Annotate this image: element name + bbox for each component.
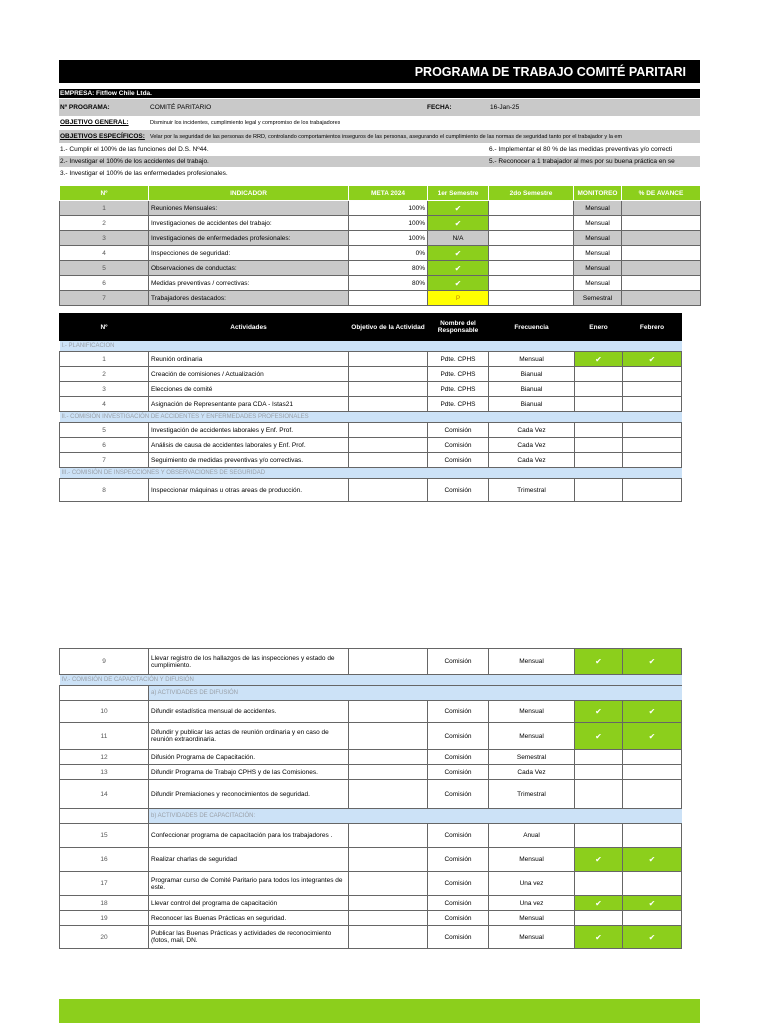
ind-mon: Mensual bbox=[574, 216, 622, 231]
especificos-row bbox=[59, 130, 700, 143]
act-resp: Comisión bbox=[428, 723, 489, 750]
section-planificacion bbox=[60, 341, 682, 352]
act-objetivo bbox=[349, 723, 428, 750]
act-freq: Mensual bbox=[489, 701, 575, 723]
act-name: Seguimiento de medidas preventivas y/o correctivas. bbox=[149, 453, 349, 468]
ind-s2 bbox=[489, 291, 574, 306]
act-enero bbox=[575, 479, 623, 502]
ind-s1: ✔ bbox=[428, 276, 489, 291]
footer-bar bbox=[59, 999, 700, 1023]
act-resp: Comisión bbox=[428, 701, 489, 723]
especificos-label: OBJETIVOS ESPECÍFICOS: bbox=[60, 133, 145, 140]
act-objetivo bbox=[349, 438, 428, 453]
ind-name: Investigaciones de enfermedades profesionales: bbox=[149, 231, 349, 246]
goal-row-1 bbox=[59, 144, 700, 155]
act-objetivo bbox=[349, 423, 428, 438]
programa-row bbox=[59, 99, 700, 116]
ind-name: Investigaciones de accidentes del trabajo: bbox=[149, 216, 349, 231]
act-febrero bbox=[623, 453, 682, 468]
programa-value: COMITÉ PARITARIO bbox=[150, 104, 212, 111]
act-febrero bbox=[623, 750, 682, 765]
act-n: 7 bbox=[60, 453, 149, 468]
subsection-label: b) ACTIVIDADES DE CAPACITACIÓN: bbox=[149, 809, 682, 824]
goal-5: 5.- Reconocer a 1 trabajador al mes por su buena práctica en se bbox=[489, 158, 675, 165]
act-enero bbox=[575, 438, 623, 453]
act-resp: Comisión bbox=[428, 649, 489, 675]
act-objetivo bbox=[349, 780, 428, 809]
act-febrero-check: ✔ bbox=[623, 352, 682, 367]
act-name: Programar curso de Comité Paritario para todos los integrantes de este. bbox=[149, 872, 349, 896]
act-name: Difundir estadística mensual de accidentes. bbox=[149, 701, 349, 723]
goal-1: 1.- Cumplir el 100% de las funciones del D.S. Nº44. bbox=[60, 146, 209, 153]
ind-n: 1 bbox=[60, 201, 149, 216]
act-freq: Anual bbox=[489, 824, 575, 848]
activities-header bbox=[60, 314, 682, 341]
act-name: Difundir Programa de Trabajo CPHS y de las Comisiones. bbox=[149, 765, 349, 780]
indicators-header bbox=[60, 186, 701, 201]
ind-avance bbox=[622, 261, 701, 276]
act-n: 16 bbox=[60, 848, 149, 872]
act-freq: Cada Vez bbox=[489, 765, 575, 780]
act-n: 15 bbox=[60, 824, 149, 848]
activities-table-2 bbox=[59, 648, 682, 949]
ind-s1: ✔ bbox=[428, 261, 489, 276]
act-enero bbox=[575, 453, 623, 468]
act-n: 18 bbox=[60, 896, 149, 911]
empresa-label: EMPRESA: bbox=[60, 90, 95, 97]
indicator-row bbox=[60, 261, 701, 276]
act-febrero bbox=[623, 911, 682, 926]
indicator-row bbox=[60, 216, 701, 231]
ind-meta: 0% bbox=[349, 246, 428, 261]
act-freq: Mensual bbox=[489, 352, 575, 367]
act-febrero bbox=[623, 765, 682, 780]
act-head-n: Nº bbox=[60, 314, 149, 341]
act-name: Inspeccionar máquinas u otras areas de producción. bbox=[149, 479, 349, 502]
indicator-row bbox=[60, 276, 701, 291]
act-freq: Mensual bbox=[489, 649, 575, 675]
act-freq: Mensual bbox=[489, 848, 575, 872]
section-label: I.- PLANIFICACION bbox=[60, 341, 682, 352]
act-freq: Bianual bbox=[489, 397, 575, 412]
ind-s2 bbox=[489, 231, 574, 246]
act-resp: Comisión bbox=[428, 896, 489, 911]
activity-row bbox=[60, 352, 682, 367]
fecha-value: 16-Jan-25 bbox=[490, 104, 520, 111]
programa-label: Nº PROGRAMA: bbox=[60, 104, 110, 111]
section-capacitacion bbox=[60, 675, 682, 686]
page-title: PROGRAMA DE TRABAJO COMITÉ PARITARI bbox=[414, 65, 686, 79]
act-resp: Comisión bbox=[428, 848, 489, 872]
act-resp: Comisión bbox=[428, 824, 489, 848]
goal-6: 6.- Implementar el 80 % de las medidas preventivas y/o correcti bbox=[489, 146, 673, 153]
act-head-responsable: Nombre del Responsable bbox=[428, 314, 489, 341]
ind-mon: Mensual bbox=[574, 261, 622, 276]
subsection-difusion bbox=[60, 686, 682, 701]
ind-mon: Semestral bbox=[574, 291, 622, 306]
act-objetivo bbox=[349, 382, 428, 397]
ind-avance bbox=[622, 246, 701, 261]
act-n: 10 bbox=[60, 701, 149, 723]
act-enero bbox=[575, 423, 623, 438]
act-resp: Comisión bbox=[428, 872, 489, 896]
section-label: III.- COMISIÓN DE INSPECCIONES Y OBSERVACIONES DE SEGURIDAD bbox=[60, 468, 682, 479]
act-name: Reconocer las Buenas Prácticas en seguridad. bbox=[149, 911, 349, 926]
section-label: II.- COMISIÓN INVESTIGACIÓN DE ACCIDENTES Y ENFERMEDADES PROFESIONALES bbox=[60, 412, 682, 423]
ind-n: 3 bbox=[60, 231, 149, 246]
ind-s2 bbox=[489, 246, 574, 261]
activity-row bbox=[60, 479, 682, 502]
act-n: 13 bbox=[60, 765, 149, 780]
empresa-row bbox=[59, 89, 700, 98]
act-objetivo bbox=[349, 911, 428, 926]
act-enero-check: ✔ bbox=[575, 723, 623, 750]
activities-table-1 bbox=[59, 313, 682, 502]
act-febrero-check: ✔ bbox=[623, 701, 682, 723]
act-head-enero: Enero bbox=[575, 314, 623, 341]
act-enero-check: ✔ bbox=[575, 926, 623, 949]
ind-head-avance: % DE AVANCE bbox=[622, 186, 701, 201]
ind-head-meta: META 2024 bbox=[349, 186, 428, 201]
act-enero bbox=[575, 382, 623, 397]
act-n: 4 bbox=[60, 397, 149, 412]
activity-row bbox=[60, 438, 682, 453]
act-objetivo bbox=[349, 453, 428, 468]
ind-avance bbox=[622, 276, 701, 291]
ind-n: 6 bbox=[60, 276, 149, 291]
act-febrero bbox=[623, 382, 682, 397]
ind-name: Reuniones Mensuales: bbox=[149, 201, 349, 216]
ind-avance bbox=[622, 216, 701, 231]
ind-avance bbox=[622, 291, 701, 306]
activity-row bbox=[60, 453, 682, 468]
act-freq: Semestral bbox=[489, 750, 575, 765]
ind-n: 2 bbox=[60, 216, 149, 231]
act-resp: Comisión bbox=[428, 926, 489, 949]
act-n: 8 bbox=[60, 479, 149, 502]
act-n: 20 bbox=[60, 926, 149, 949]
ind-head-n: Nº bbox=[60, 186, 149, 201]
act-enero-check: ✔ bbox=[575, 649, 623, 675]
act-n: 14 bbox=[60, 780, 149, 809]
act-name: Llevar registro de los hallazgos de las inspecciones y estado de cumplimiento. bbox=[149, 649, 349, 675]
act-name: Creación de comisiones / Actualización bbox=[149, 367, 349, 382]
activity-row bbox=[60, 765, 682, 780]
act-freq: Bianual bbox=[489, 382, 575, 397]
act-freq: Mensual bbox=[489, 911, 575, 926]
act-objetivo bbox=[349, 926, 428, 949]
ind-n: 5 bbox=[60, 261, 149, 276]
act-freq: Una vez bbox=[489, 896, 575, 911]
activity-row bbox=[60, 382, 682, 397]
act-n: 6 bbox=[60, 438, 149, 453]
ind-s2 bbox=[489, 201, 574, 216]
act-febrero bbox=[623, 780, 682, 809]
objetivo-value: Disminuir los incidentes, cumplimiento legal y compromiso de los trabajadores bbox=[150, 119, 341, 126]
act-name: Llevar control del programa de capacitación bbox=[149, 896, 349, 911]
act-objetivo bbox=[349, 848, 428, 872]
indicators-table bbox=[59, 185, 701, 306]
act-head-febrero: Febrero bbox=[623, 314, 682, 341]
ind-meta: 100% bbox=[349, 231, 428, 246]
act-n: 1 bbox=[60, 352, 149, 367]
act-febrero bbox=[623, 397, 682, 412]
act-resp: Pdte. CPHS bbox=[428, 382, 489, 397]
act-febrero bbox=[623, 423, 682, 438]
act-freq: Mensual bbox=[489, 723, 575, 750]
activity-row bbox=[60, 723, 682, 750]
ind-head-s1: 1er Semestre bbox=[428, 186, 489, 201]
goal-3: 3.- Investigar el 100% de las enfermedades profesionales. bbox=[60, 170, 228, 177]
act-name: Confeccionar programa de capacitación para los trabajadores . bbox=[149, 824, 349, 848]
ind-name: Medidas preventivas / correctivas: bbox=[149, 276, 349, 291]
activity-row bbox=[60, 701, 682, 723]
ind-name: Observaciones de conductas: bbox=[149, 261, 349, 276]
goal-row-2 bbox=[59, 156, 700, 167]
act-freq: Bianual bbox=[489, 367, 575, 382]
act-head-objetivo: Objetivo de la Actividad bbox=[349, 314, 428, 341]
act-febrero-check: ✔ bbox=[623, 926, 682, 949]
ind-meta: 100% bbox=[349, 201, 428, 216]
title-bar bbox=[59, 60, 700, 83]
act-n: 2 bbox=[60, 367, 149, 382]
act-febrero bbox=[623, 824, 682, 848]
ind-head-monitoreo: MONITOREO bbox=[574, 186, 622, 201]
act-freq: Cada Vez bbox=[489, 453, 575, 468]
activity-row bbox=[60, 872, 682, 896]
act-objetivo bbox=[349, 824, 428, 848]
ind-avance bbox=[622, 231, 701, 246]
act-objetivo bbox=[349, 872, 428, 896]
act-enero bbox=[575, 750, 623, 765]
activity-row bbox=[60, 397, 682, 412]
indicator-row bbox=[60, 231, 701, 246]
act-febrero-check: ✔ bbox=[623, 848, 682, 872]
act-objetivo bbox=[349, 896, 428, 911]
activity-row bbox=[60, 649, 682, 675]
ind-s1: ✔ bbox=[428, 201, 489, 216]
act-resp: Pdte. CPHS bbox=[428, 367, 489, 382]
act-n: 17 bbox=[60, 872, 149, 896]
act-objetivo bbox=[349, 397, 428, 412]
ind-mon: Mensual bbox=[574, 201, 622, 216]
act-name: Reunión ordinaria bbox=[149, 352, 349, 367]
act-freq: Cada Vez bbox=[489, 438, 575, 453]
ind-meta: 80% bbox=[349, 261, 428, 276]
act-n: 12 bbox=[60, 750, 149, 765]
act-febrero-check: ✔ bbox=[623, 723, 682, 750]
act-enero-check: ✔ bbox=[575, 701, 623, 723]
activity-row bbox=[60, 824, 682, 848]
subsection-spacer bbox=[60, 809, 149, 824]
act-freq: Trimestral bbox=[489, 780, 575, 809]
ind-mon: Mensual bbox=[574, 246, 622, 261]
ind-s1: ✔ bbox=[428, 246, 489, 261]
act-n: 11 bbox=[60, 723, 149, 750]
act-enero bbox=[575, 911, 623, 926]
act-name: Análisis de causa de accidentes laborales y Enf. Prof. bbox=[149, 438, 349, 453]
act-enero-check: ✔ bbox=[575, 848, 623, 872]
section-investigacion bbox=[60, 412, 682, 423]
ind-avance bbox=[622, 201, 701, 216]
ind-n: 4 bbox=[60, 246, 149, 261]
ind-name: Trabajadores destacados: bbox=[149, 291, 349, 306]
ind-s1: ✔ bbox=[428, 216, 489, 231]
act-objetivo bbox=[349, 750, 428, 765]
ind-name: Inspecciones de seguridad: bbox=[149, 246, 349, 261]
ind-meta bbox=[349, 291, 428, 306]
act-enero bbox=[575, 397, 623, 412]
act-resp: Comisión bbox=[428, 911, 489, 926]
act-febrero bbox=[623, 479, 682, 502]
act-freq: Mensual bbox=[489, 926, 575, 949]
ind-s1: N/A bbox=[428, 231, 489, 246]
act-objetivo bbox=[349, 367, 428, 382]
act-resp: Pdte. CPHS bbox=[428, 352, 489, 367]
goal-row-3 bbox=[59, 168, 700, 179]
goal-2: 2.- Investigar el 100% de los accidentes del trabajo. bbox=[60, 158, 209, 165]
activity-row bbox=[60, 896, 682, 911]
act-n: 19 bbox=[60, 911, 149, 926]
objetivo-label: OBJETIVO GENERAL: bbox=[60, 119, 129, 126]
act-name: Difundir y publicar las actas de reunión ordinaria y en caso de reunión extraordinaria. bbox=[149, 723, 349, 750]
act-name: Publicar las Buenas Prácticas y actividades de reconocimiento (fotos, mail, DN. bbox=[149, 926, 349, 949]
act-enero bbox=[575, 765, 623, 780]
indicator-row bbox=[60, 291, 701, 306]
act-name: Investigación de accidentes laborales y Enf. Prof. bbox=[149, 423, 349, 438]
ind-mon: Mensual bbox=[574, 276, 622, 291]
subsection-spacer bbox=[60, 686, 149, 701]
act-febrero bbox=[623, 438, 682, 453]
act-freq: Trimestral bbox=[489, 479, 575, 502]
act-febrero-check: ✔ bbox=[623, 896, 682, 911]
subsection-label: a) ACTIVIDADES DE DIFUSIÓN bbox=[149, 686, 682, 701]
act-enero bbox=[575, 872, 623, 896]
act-resp: Comisión bbox=[428, 479, 489, 502]
especificos-value: Velar por la seguridad de las personas de RRD, controlando comportamientos inseguros de las personas, asegurando el cumplimiento de las normas de seguridad tanto por el trabajador y la em bbox=[150, 133, 623, 140]
activity-row bbox=[60, 367, 682, 382]
ind-head-indicador: INDICADOR bbox=[149, 186, 349, 201]
indicator-row bbox=[60, 246, 701, 261]
act-freq: Una vez bbox=[489, 872, 575, 896]
act-enero-check: ✔ bbox=[575, 352, 623, 367]
act-resp: Comisión bbox=[428, 423, 489, 438]
act-objetivo bbox=[349, 352, 428, 367]
ind-s2 bbox=[489, 216, 574, 231]
act-objetivo bbox=[349, 701, 428, 723]
act-head-actividades: Actividades bbox=[149, 314, 349, 341]
act-resp: Comisión bbox=[428, 438, 489, 453]
act-name: Asignación de Representante para CDA - Istas21 bbox=[149, 397, 349, 412]
activity-row bbox=[60, 911, 682, 926]
activity-row bbox=[60, 780, 682, 809]
act-resp: Comisión bbox=[428, 453, 489, 468]
act-name: Realizar charlas de seguridad bbox=[149, 848, 349, 872]
ind-s2 bbox=[489, 261, 574, 276]
act-name: Difundir Premiaciones y reconocimientos de seguridad. bbox=[149, 780, 349, 809]
act-n: 9 bbox=[60, 649, 149, 675]
indicator-row bbox=[60, 201, 701, 216]
ind-mon: Mensual bbox=[574, 231, 622, 246]
act-n: 3 bbox=[60, 382, 149, 397]
activity-row bbox=[60, 926, 682, 949]
act-freq: Cada Vez bbox=[489, 423, 575, 438]
act-objetivo bbox=[349, 479, 428, 502]
act-enero bbox=[575, 824, 623, 848]
act-enero-check: ✔ bbox=[575, 896, 623, 911]
empresa-value: Fitflow Chile Ltda. bbox=[96, 90, 152, 97]
section-label: IV.- COMISIÓN DE CAPACITACIÓN Y DIFUSIÓN bbox=[60, 675, 682, 686]
objetivo-row bbox=[59, 116, 700, 129]
act-name: Elecciones de comité bbox=[149, 382, 349, 397]
activity-row bbox=[60, 423, 682, 438]
act-objetivo bbox=[349, 765, 428, 780]
act-enero bbox=[575, 367, 623, 382]
ind-meta: 100% bbox=[349, 216, 428, 231]
act-enero bbox=[575, 780, 623, 809]
subsection-capacitacion bbox=[60, 809, 682, 824]
act-objetivo bbox=[349, 649, 428, 675]
ind-s2 bbox=[489, 276, 574, 291]
act-name: Difusión Programa de Capacitación. bbox=[149, 750, 349, 765]
act-febrero-check: ✔ bbox=[623, 649, 682, 675]
section-inspecciones bbox=[60, 468, 682, 479]
ind-head-s2: 2do Semestre bbox=[489, 186, 574, 201]
activity-row bbox=[60, 848, 682, 872]
activity-row bbox=[60, 750, 682, 765]
ind-n: 7 bbox=[60, 291, 149, 306]
fecha-label: FECHA: bbox=[427, 104, 452, 111]
act-resp: Comisión bbox=[428, 765, 489, 780]
act-head-frecuencia: Frecuencia bbox=[489, 314, 575, 341]
ind-s1: P bbox=[428, 291, 489, 306]
act-febrero bbox=[623, 367, 682, 382]
act-febrero bbox=[623, 872, 682, 896]
act-resp: Pdte. CPHS bbox=[428, 397, 489, 412]
act-resp: Comisión bbox=[428, 780, 489, 809]
act-n: 5 bbox=[60, 423, 149, 438]
ind-meta: 80% bbox=[349, 276, 428, 291]
act-resp: Comisión bbox=[428, 750, 489, 765]
